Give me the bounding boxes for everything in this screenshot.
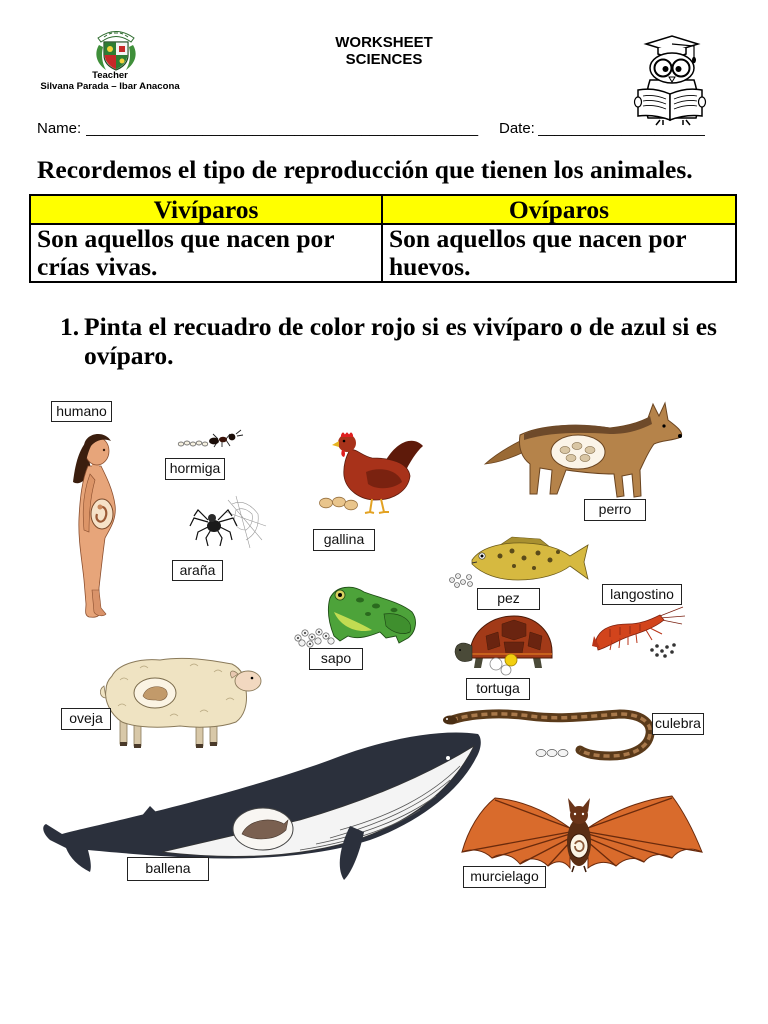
table-header-row <box>30 195 736 224</box>
reproduction-types-table <box>29 194 737 283</box>
label-pez: pez <box>477 588 540 610</box>
label-humano: humano <box>51 401 112 422</box>
snake-eggs <box>536 750 568 757</box>
label-ballena: ballena <box>127 857 209 881</box>
viviparos-definition: Son aquellos que nacen por crías vivas. <box>30 224 382 282</box>
label-culebra: culebra <box>652 713 704 735</box>
label-arana: araña <box>172 560 223 581</box>
title-line-worksheet: WORKSHEET <box>335 34 433 51</box>
shrimp-eggs <box>650 643 676 658</box>
teacher-names: Silvana Parada – Ibar Anacona <box>40 81 180 92</box>
womb-oval <box>570 834 588 858</box>
animals-illustration <box>0 390 768 900</box>
womb-oval <box>91 499 113 529</box>
name-fill-line: _______________________________________________ <box>86 120 479 137</box>
label-hormiga: hormiga <box>165 458 225 480</box>
fish-illustration <box>450 537 589 588</box>
bat-illustration <box>462 796 702 872</box>
pregnant-woman-illustration <box>73 434 115 617</box>
intro-heading: Recordemos el tipo de reproducción que tienen los animales. <box>37 155 693 184</box>
ant-eggs <box>178 441 208 446</box>
label-perro: perro <box>584 499 646 521</box>
title-line-sciences: SCIENCES <box>345 51 423 68</box>
question-text: Pinta el recuadro de color rojo si es vivíparo o de azul si es ovíparo. <box>84 312 717 370</box>
teacher-info <box>37 70 183 93</box>
tortoise-illustration <box>455 616 552 675</box>
shrimp-illustration <box>592 607 685 658</box>
owl-reading-book-icon <box>628 32 708 126</box>
label-murcielago: murcielago <box>463 866 546 888</box>
label-tortuga: tortuga <box>466 678 530 700</box>
label-langostino: langostino <box>602 584 682 605</box>
frog-illustration <box>295 587 416 647</box>
hen-eggs <box>320 497 358 510</box>
hen-illustration <box>320 433 424 514</box>
label-sapo: sapo <box>309 648 363 670</box>
header-viviparos: Vivíparos <box>30 195 382 224</box>
question-number: 1. <box>60 312 80 341</box>
label-oveja: oveja <box>61 708 111 730</box>
name-label: Name: <box>37 120 82 137</box>
ant-illustration <box>178 430 243 447</box>
date-label: Date: <box>499 120 535 137</box>
label-gallina: gallina <box>313 529 375 551</box>
fish-eggs <box>450 574 473 588</box>
dog-illustration <box>485 403 682 497</box>
header-oviparos: Ovíparos <box>382 195 736 224</box>
oviparos-definition: Son aquellos que nacen por huevos. <box>382 224 736 282</box>
spider-illustration <box>190 496 266 548</box>
whale-illustration <box>43 732 481 880</box>
frog-eggs <box>295 629 334 647</box>
teacher-label: Teacher <box>92 70 128 81</box>
womb-oval <box>551 435 605 469</box>
date-fill-line: ____________________ <box>538 120 705 137</box>
sheep-illustration <box>100 658 261 748</box>
table-row <box>30 224 736 282</box>
